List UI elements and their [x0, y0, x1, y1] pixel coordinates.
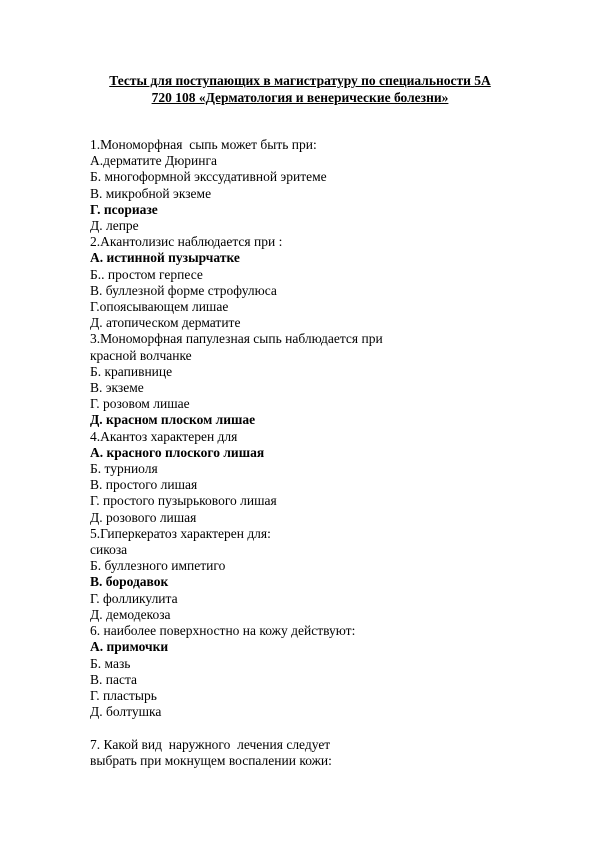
correct-answer-line: Д. красном плоском лишае [90, 412, 256, 428]
document-title-line-1: Тесты для поступающих в магистратуру по специальности 5А [109, 73, 491, 88]
text-line: выбрать при мокнущем воспалении кожи: [90, 752, 332, 768]
text-line: Б. мазь [90, 655, 131, 671]
text-line: Г. простого пузырькового лишая [90, 493, 277, 509]
text-line: В. паста [90, 671, 138, 687]
test-questions-body [90, 137, 530, 769]
correct-answer-line: А. примочки [90, 639, 169, 655]
document-title [60, 72, 540, 106]
text-line: Г. пластырь [90, 687, 157, 703]
correct-answer-line: Г. псориазе [90, 201, 158, 217]
correct-answer-line: В. бородавок [90, 574, 169, 590]
text-line: Д. атопическом дерматите [90, 315, 241, 331]
text-line: Д. болтушка [90, 704, 162, 720]
text-line: 7. Какой вид наружного лечения следует [90, 736, 331, 752]
correct-answer-line: А. красного плоского лишая [90, 444, 265, 460]
text-line: 6. наиболее поверхностно на кожу действуют: [90, 623, 356, 639]
text-line: Г. розовом лишае [90, 396, 190, 412]
text-line: В. простого лишая [90, 477, 198, 493]
text-line: 2.Акантолизис наблюдается при : [90, 234, 283, 250]
text-line: Б. крапивнице [90, 363, 173, 379]
text-line: 4.Акантоз характерен для [90, 428, 238, 444]
correct-answer-line: А. истинной пузырчатке [90, 250, 240, 266]
text-line: В. экземе [90, 380, 144, 396]
text-line: Д. демодекоза [90, 606, 171, 622]
text-line: красной волчанке [90, 347, 192, 363]
text-line: Г. фолликулита [90, 590, 178, 606]
text-line: А.дерматите Дюринга [90, 153, 218, 169]
text-line: Б.. простом герпесе [90, 266, 203, 282]
text-line: Б. турниоля [90, 461, 158, 477]
document-title-line-2: 720 108 «Дерматология и венерические болезни» [151, 90, 449, 105]
text-line: Б. буллезного импетиго [90, 558, 226, 574]
text-line: Д. розового лишая [90, 509, 197, 525]
text-line: 3.Мономорфная папулезная сыпь наблюдается при [90, 331, 383, 347]
text-line: В. микробной экземе [90, 185, 212, 201]
text-line: В. буллезной форме строфулюса [90, 282, 277, 298]
text-line: Г.опоясывающем лишае [90, 299, 229, 315]
text-line [90, 720, 530, 736]
text-line: 5.Гиперкератоз характерен для: [90, 525, 271, 541]
text-line: сикоза [90, 542, 128, 558]
text-line: 1.Мономорфная сыпь может быть при: [90, 137, 317, 152]
text-line: Б. многоформной экссудативной эритеме [90, 169, 327, 185]
text-line: Д. лепре [90, 218, 139, 234]
